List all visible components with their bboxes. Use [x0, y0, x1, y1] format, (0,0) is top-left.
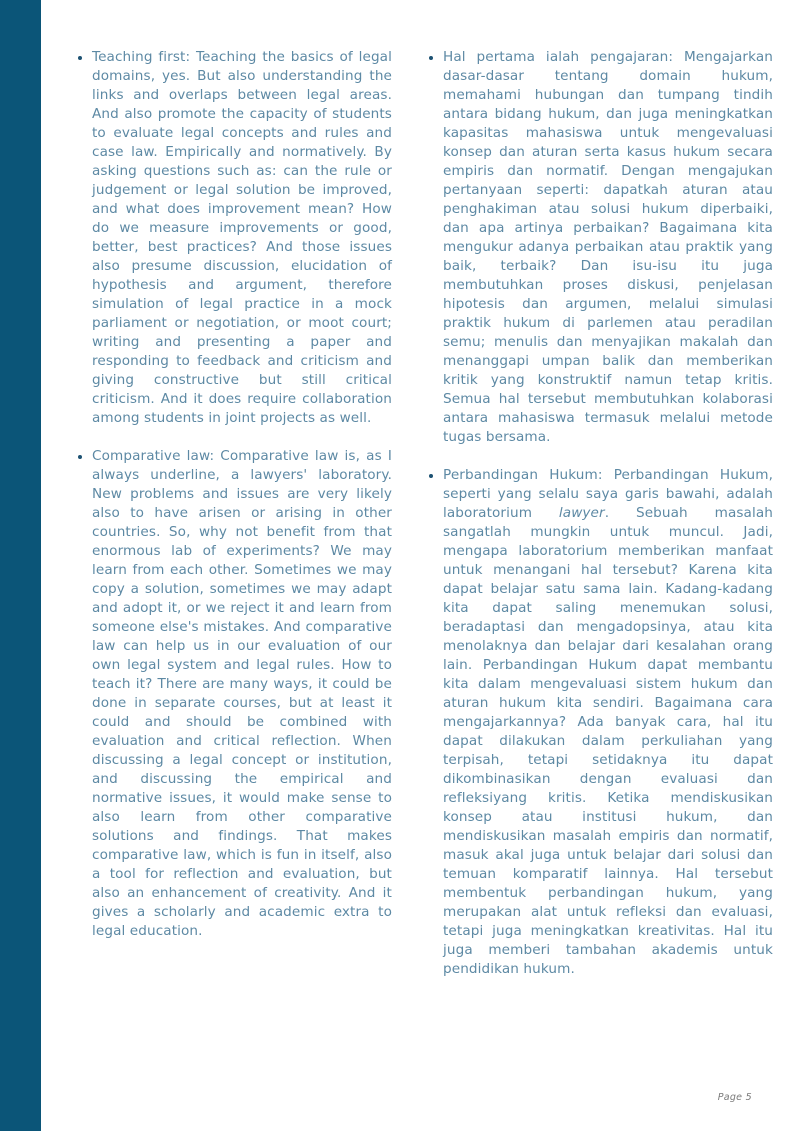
bullet-text: Comparative law: Comparative law is, as I always underline, a lawyers' laboratory. New problems and issues are very likely also to have arisen or arising in other countries. So, why not benefit from that enormous lab of experiments? We may learn from each other. Sometimes we may copy a solution, sometimes we may adapt and adopt it, or we reject it and learn from someone else's mistakes. And comparative law can help us in our evaluation of our own legal system and legal rules. How to teach it? There are many ways, it could be done in separate courses, but at least it could and should be combined with evaluation and critical reflection. When discussing a legal concept or institution, and discussing the empirical and normative issues, it would make sense to also learn from other comparative solutions and findings. That makes comparative law, which is fun in itself, also a tool for reflection and evaluation, but also an enhancement of creativity. And it gives a scholarly and academic extra to legal education.: [92, 448, 392, 939]
bullet-item: [443, 466, 773, 979]
bullet-item: [443, 48, 773, 447]
bullet-list-indonesian: [423, 48, 773, 979]
bullet-text: Perbandingan Hukum: Perbandingan Hukum, seperti yang selalu saya garis bawahi, adalah laboratorium: [443, 467, 773, 521]
page-number: Page 5: [717, 1092, 752, 1103]
bullet-text: . Sebuah masalah sangatlah mungkin untuk muncul. Jadi, mengapa laboratorium memberikan manfaat untuk menangani hal tersebut? Karena kita dapat belajar satu sama lain. Kadang-kadang kita dapat saling menemukan solusi, beradaptasi dan mengadopsinya, atau kita menolaknya dan belajar dari kesalahan orang lain. Perbandingan Hukum dapat membantu kita dalam mengevaluasi sistem hukum dan aturan hukum kita sendiri. Bagaimana cara mengajarkannya? Ada banyak cara, hal itu dapat dilakukan dalam perkuliahan yang terpisah, tetapi setidaknya itu dapat dikombinasikan dengan evaluasi dan refleksiyang kritis. Ketika mendiskusikan konsep atau institusi hukum, dan mendiskusikan masalah empiris dan normatif, masuk akal juga untuk belajar dari solusi dan temuan komparatif lainnya. Hal tersebut membentuk perbandingan hukum, yang merupakan alat untuk refleksi dan evaluasi, tetapi juga meningkatkan kreativitas. Hal itu juga memberi tambahan akademis untuk pendidikan hukum.: [443, 505, 774, 977]
bullet-item: [92, 447, 392, 941]
bullet-list-english: [72, 48, 392, 941]
bullet-text-italic: lawyer: [558, 505, 605, 521]
bullet-item: [92, 48, 392, 428]
bullet-text: Teaching first: Teaching the basics of legal domains, yes. But also understanding the links and overlaps between legal areas. And also promote the capacity of students to evaluate legal concepts and rules and case law. Empirically and normatively. By asking questions such as: can the rule or judgement or legal solution be improved, and what does improvement mean? How do we measure improvements or good, better, best practices? And those issues also presume discussion, elucidation of hypothesis and argument, therefore simulation of legal practice in a mock parliament or negotiation, or moot court; writing and presenting a paper and responding to feedback and criticism and giving constructive but still critical criticism. And it does require collaboration among students in joint projects as well.: [92, 49, 392, 426]
bullet-text: Hal pertama ialah pengajaran: Mengajarkan dasar-dasar tentang domain hukum, memahami hubungan dan tumpang tindih antara bidang hukum, dan juga meningkatkan kapasitas mahasiswa untuk mengevaluasi konsep dan aturan serta kasus hukum secara empiris dan normatif. Dengan mengajukan pertanyaan seperti: dapatkah aturan atau penghakiman atau solusi hukum diperbaiki, dan apa artinya perbaikan? Bagaimana kita mengukur adanya perbaikan atau praktik yang baik, terbaik? Dan isu-isu itu juga membutuhkan proses diskusi, penjelasan hipotesis dan argumen, melalui simulasi praktik hukum di parlemen atau peradilan semu; menulis dan menyajikan makalah dan menanggapi umpan balik dan memberikan kritik yang konstruktif namun tetap kritis. Semua hal tersebut membutuhkan kolaborasi antara mahasiswa termasuk melalui metode tugas bersama.: [443, 49, 773, 445]
column-english: [72, 48, 392, 998]
page-content: [72, 48, 775, 998]
column-indonesian: [423, 48, 773, 998]
left-accent-band: [0, 0, 41, 1131]
